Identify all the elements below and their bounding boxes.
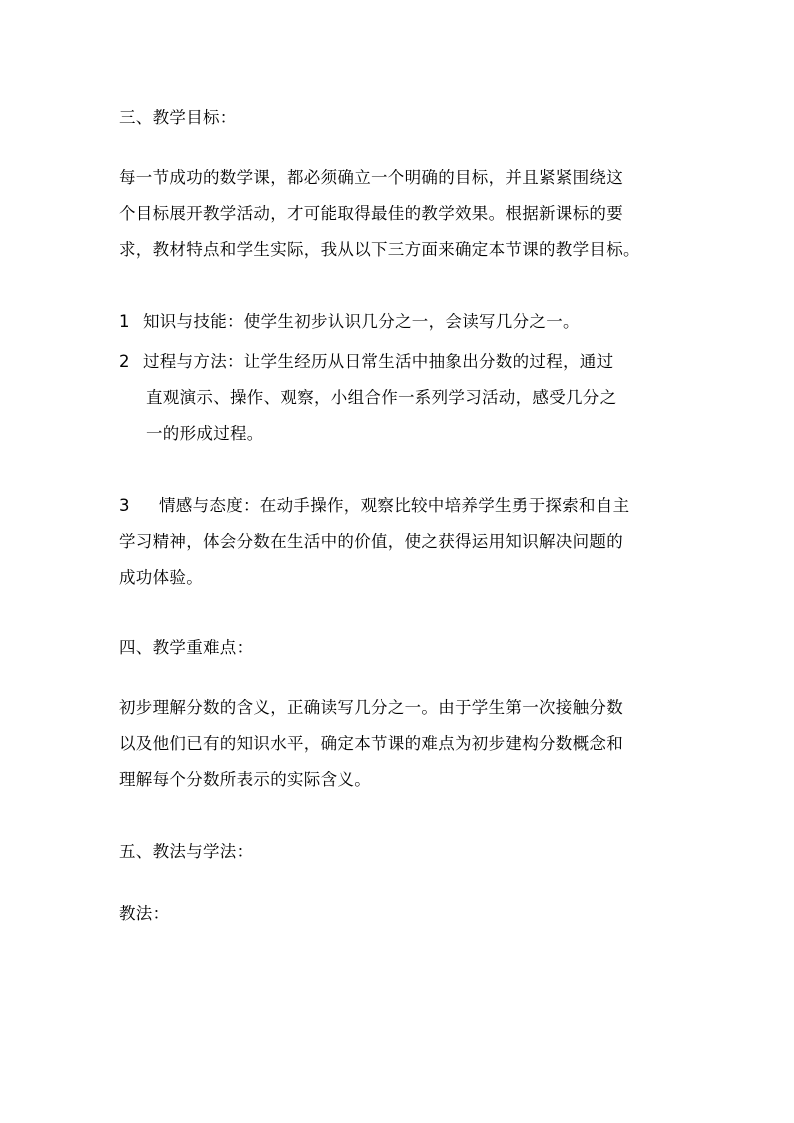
difficulty-paragraph (119, 690, 679, 798)
goal-3-line-1: 情感与态度：在动手操作，观察比较中培养学生勇于探索和自主 (159, 496, 630, 515)
section-5-heading: 五、教法与学法： (119, 842, 254, 861)
goal-3-line-3: 成功体验。 (119, 568, 203, 587)
difficulty-line-1: 初步理解分数的含义，正确读写几分之一。由于学生第一次接触分数 (119, 698, 623, 717)
section-4-heading: 四、教学重难点： (119, 638, 254, 657)
goal-1-number: 1 (119, 312, 130, 331)
difficulty-line-2: 以及他们已有的知识水平，确定本节课的难点为初步建构分数概念和 (119, 734, 623, 753)
goal-3-number: 3 (119, 496, 130, 515)
goal-2-number: 2 (119, 352, 130, 371)
goal-2 (119, 344, 679, 452)
goal-3-line-2: 学习精神，体会分数在生活中的价值，使之获得运用知识解决问题的 (119, 532, 623, 551)
intro-line-1: 每一节成功的数学课，都必须确立一个明确的目标，并且紧紧围绕这 (119, 168, 623, 187)
goal-1-text: 知识与技能：使学生初步认识几分之一，会读写几分之一。 (143, 312, 580, 331)
difficulty-line-3: 理解每个分数所表示的实际含义。 (119, 770, 371, 789)
section-3-heading: 三、教学目标： (119, 108, 237, 127)
goal-2-line-3: 一的形成过程。 (146, 424, 264, 443)
intro-line-3: 求，教材特点和学生实际，我从以下三方面来确定本节课的教学目标。 (119, 240, 640, 259)
intro-line-2: 个目标展开教学活动，才可能取得最佳的教学效果。根据新课标的要 (119, 204, 623, 223)
goal-3 (119, 488, 679, 596)
intro-paragraph (119, 160, 679, 268)
goal-2-line-2: 直观演示、操作、观察，小组合作一系列学习活动，感受几分之 (146, 388, 617, 407)
teaching-method-label: 教法： (119, 904, 170, 923)
goal-2-line-1: 过程与方法：让学生经历从日常生活中抽象出分数的过程，通过 (143, 352, 614, 371)
goal-1 (119, 304, 679, 340)
